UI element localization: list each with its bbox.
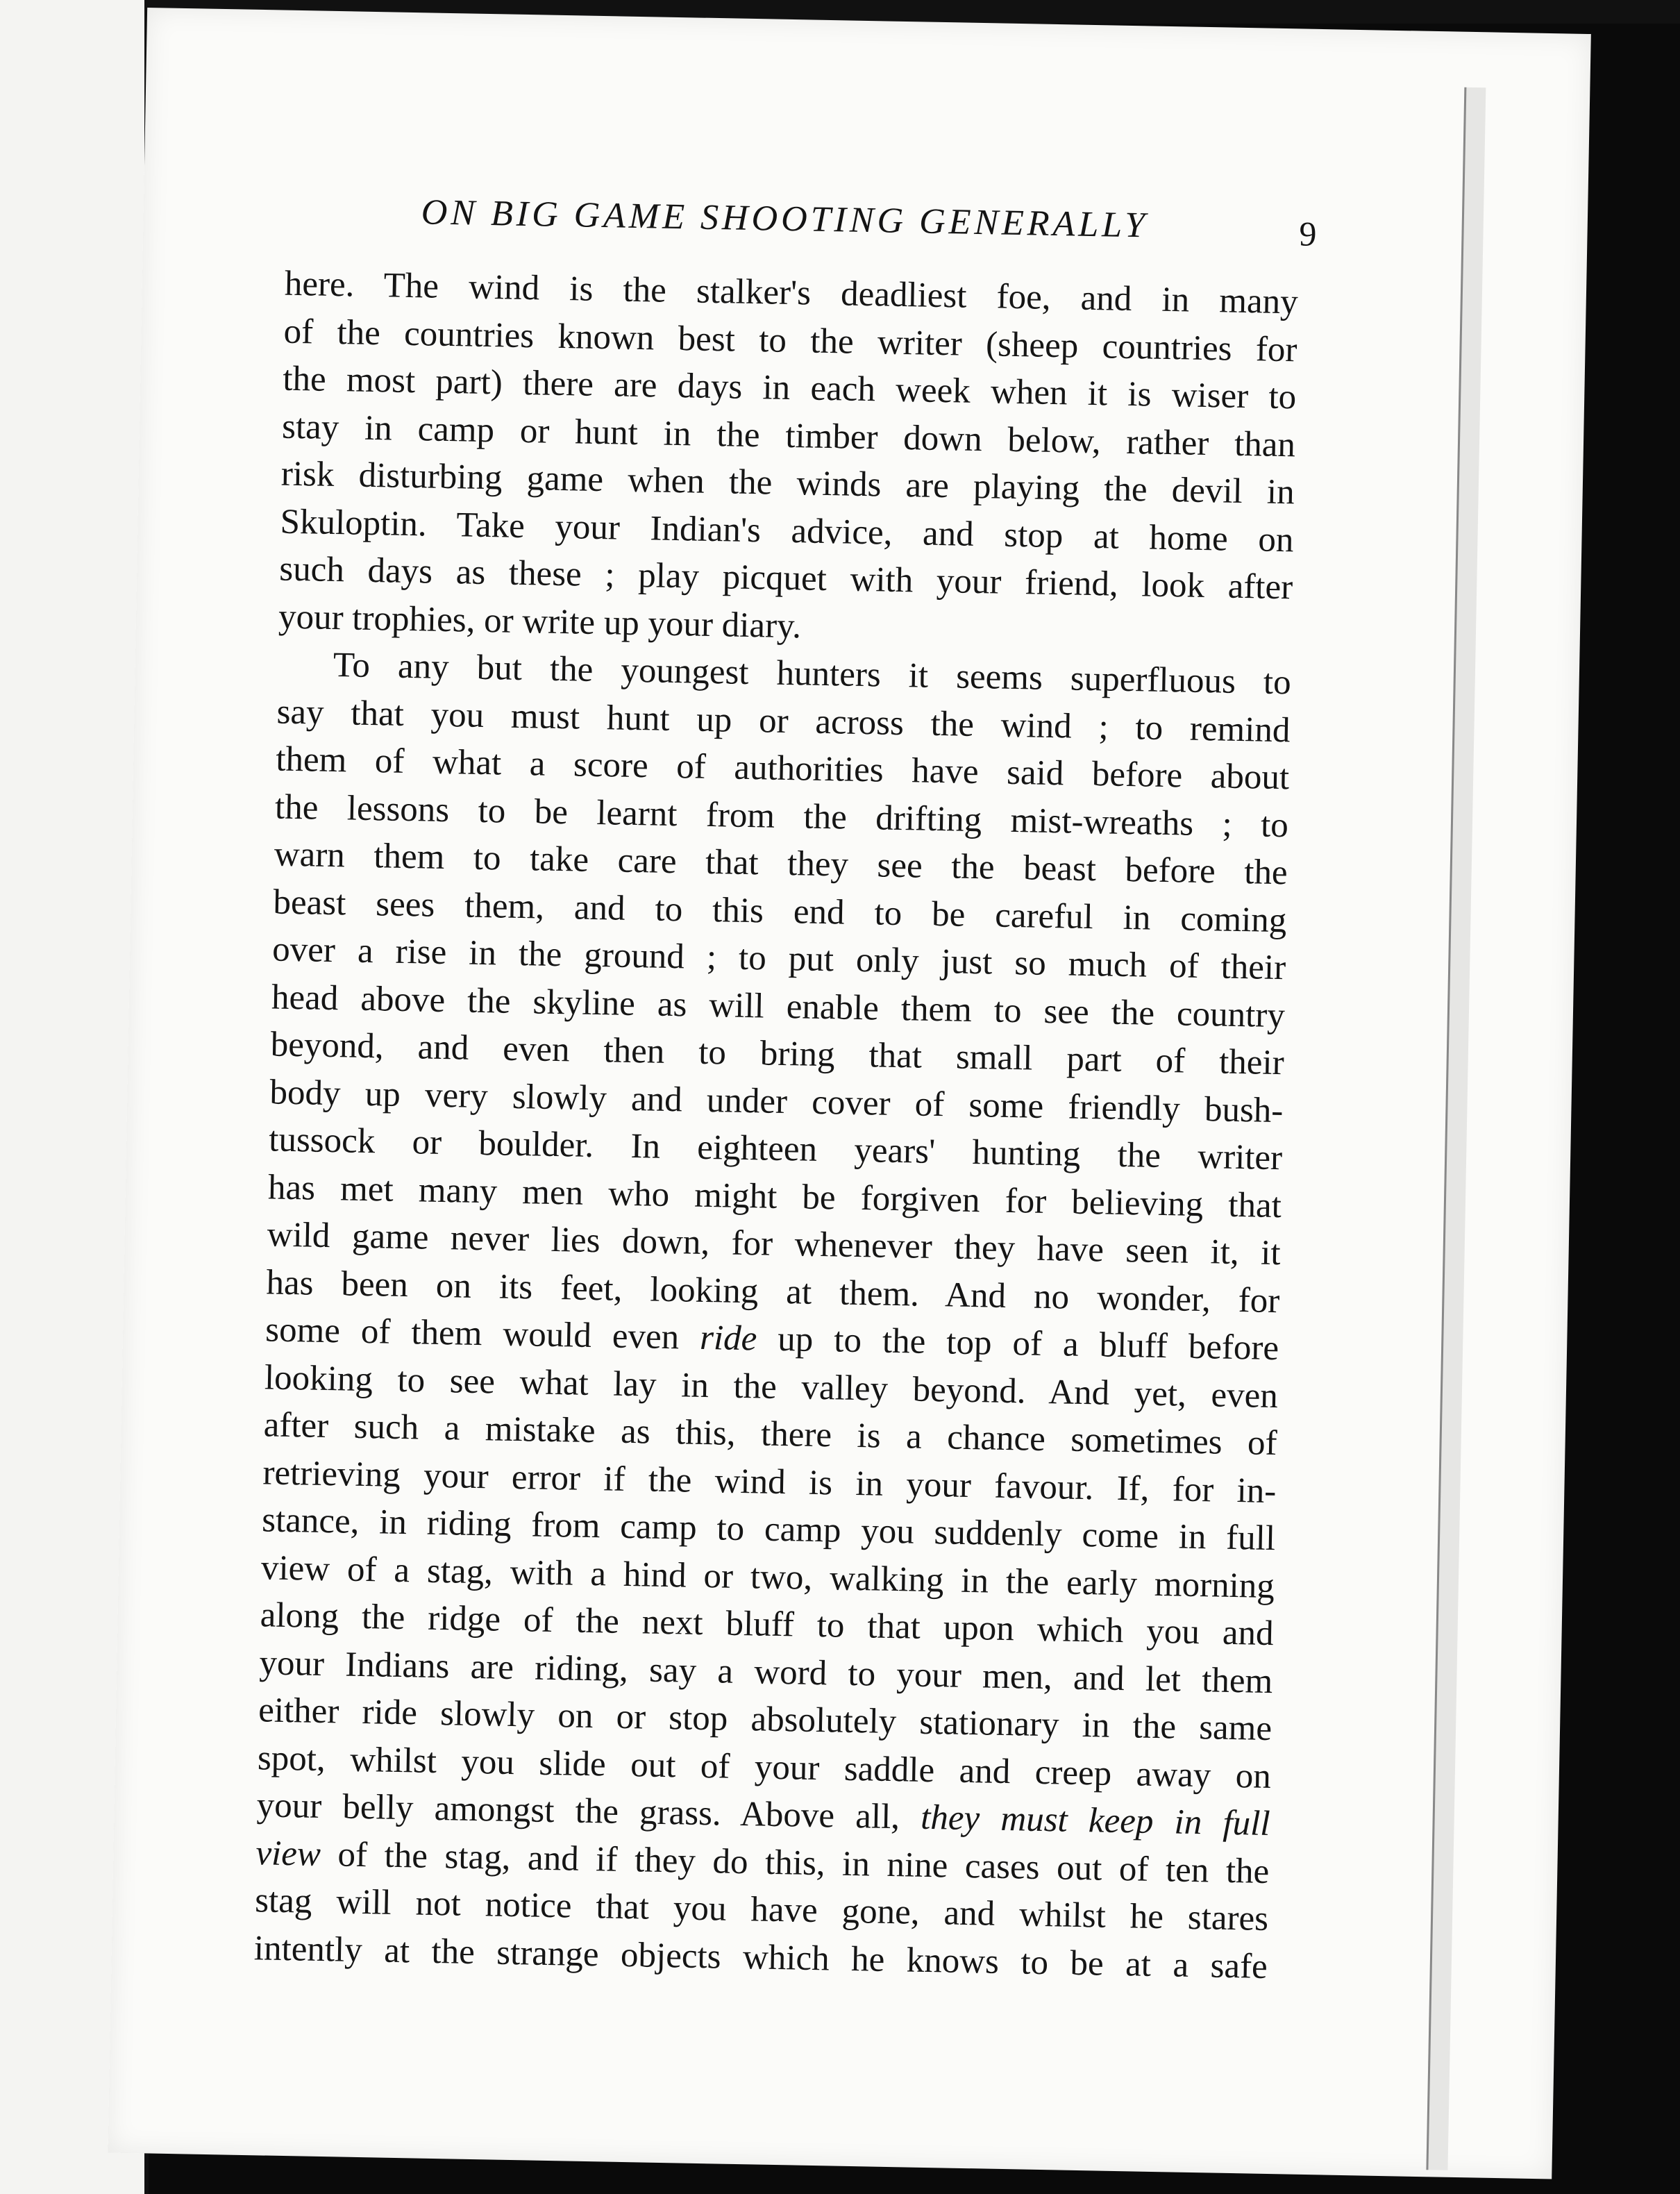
text-line: spot, whilst you slide out of your saddle and creep away on xyxy=(257,1738,1272,1796)
text-line: wild game never lies down, for whenever they have seen it, it xyxy=(267,1215,1282,1273)
text-line: the lessons to be learnt from the drifting mist-wreaths ; to xyxy=(274,787,1289,845)
text-line: has been on its feet, looking at them. And no wonder, for xyxy=(266,1262,1280,1321)
text-run: up to the top of a bluff before xyxy=(756,1319,1279,1368)
text-line: tussock or boulder. In eighteen years' hunting the writer xyxy=(268,1120,1283,1178)
text-line: your trophies, or write up your diary. xyxy=(278,597,802,646)
italic-text: they must keep in full xyxy=(920,1798,1271,1844)
text-line: Skuloptin. Take your Indian's advice, and stop at home on xyxy=(280,502,1294,560)
book-page xyxy=(108,8,1591,2179)
italic-text: view xyxy=(255,1833,321,1874)
text-run: your belly amongst the grass. Above all, xyxy=(256,1786,921,1837)
text-line: To any but the youngest hunters it seems superfluous to xyxy=(333,646,1292,703)
text-line: looking to see what lay in the valley beyond. And yet, even xyxy=(264,1357,1279,1416)
text-line: such days as these ; play picquet with your friend, look after xyxy=(278,549,1293,608)
text-line: your Indians are riding, say a word to your men, and let them xyxy=(259,1643,1273,1701)
text-line: the most part) there are days in each week when it is wiser to xyxy=(282,359,1297,417)
text-line: has met many men who might be forgiven for believing that xyxy=(267,1167,1282,1225)
text-line: retrieving your error if the wind is in your favour. If, for in- xyxy=(262,1452,1277,1511)
page-fore-edge xyxy=(1426,87,1486,2170)
text-line: risk disturbing game when the winds are playing the devil in xyxy=(280,454,1295,512)
italic-text: ride xyxy=(699,1318,757,1359)
page-number: 9 xyxy=(1298,214,1317,253)
body-text xyxy=(253,260,1298,1991)
text-line: either ride slowly on or stop absolutely stationary in the same xyxy=(258,1691,1272,1749)
text-line: along the ridge of the next bluff to that upon which you and xyxy=(260,1596,1275,1654)
text-line: of the countries known best to the writer (sheep countries for xyxy=(283,312,1297,369)
text-line: here. The wind is the stalker's deadliest foe, and in many xyxy=(284,264,1299,322)
text-line: after such a mistake as this, there is a chance sometimes of xyxy=(263,1405,1278,1464)
text-run: some of them would even xyxy=(264,1310,700,1357)
running-head: ON BIG GAME SHOOTING GENERALLY xyxy=(421,192,1149,246)
text-line: beyond, and even then to bring that small part of their xyxy=(270,1025,1285,1083)
text-line: stance, in riding from camp to camp you suddenly come in full xyxy=(261,1500,1276,1559)
text-line: them of what a score of authorities have said before about xyxy=(275,739,1290,798)
text-line: intently at the strange objects which he knows to be at a safe xyxy=(253,1928,1268,1986)
text-line: stag will not notice that you have gone, and whilst he stares xyxy=(254,1881,1269,1938)
text-line: view of a stag, with a hind or two, walking in the early morning xyxy=(260,1548,1275,1606)
text-line: head above the skyline as will enable them to see the country xyxy=(271,977,1286,1035)
text-line: body up very slowly and under cover of some friendly bush- xyxy=(269,1072,1284,1130)
text-line: over a rise in the ground ; to put only just so much of their xyxy=(271,930,1286,988)
text-line: beast sees them, and to this end to be careful in coming xyxy=(273,882,1287,940)
text-line: say that you must hunt up or across the wind ; to remind xyxy=(276,692,1291,750)
text-line: warn them to take care that they see the beast before the xyxy=(274,835,1288,893)
text-line: stay in camp or hunt in the timber down below, rather than xyxy=(281,407,1296,464)
text-run: of the stag, and if they do this, in nine cases out of ten the xyxy=(320,1834,1270,1891)
